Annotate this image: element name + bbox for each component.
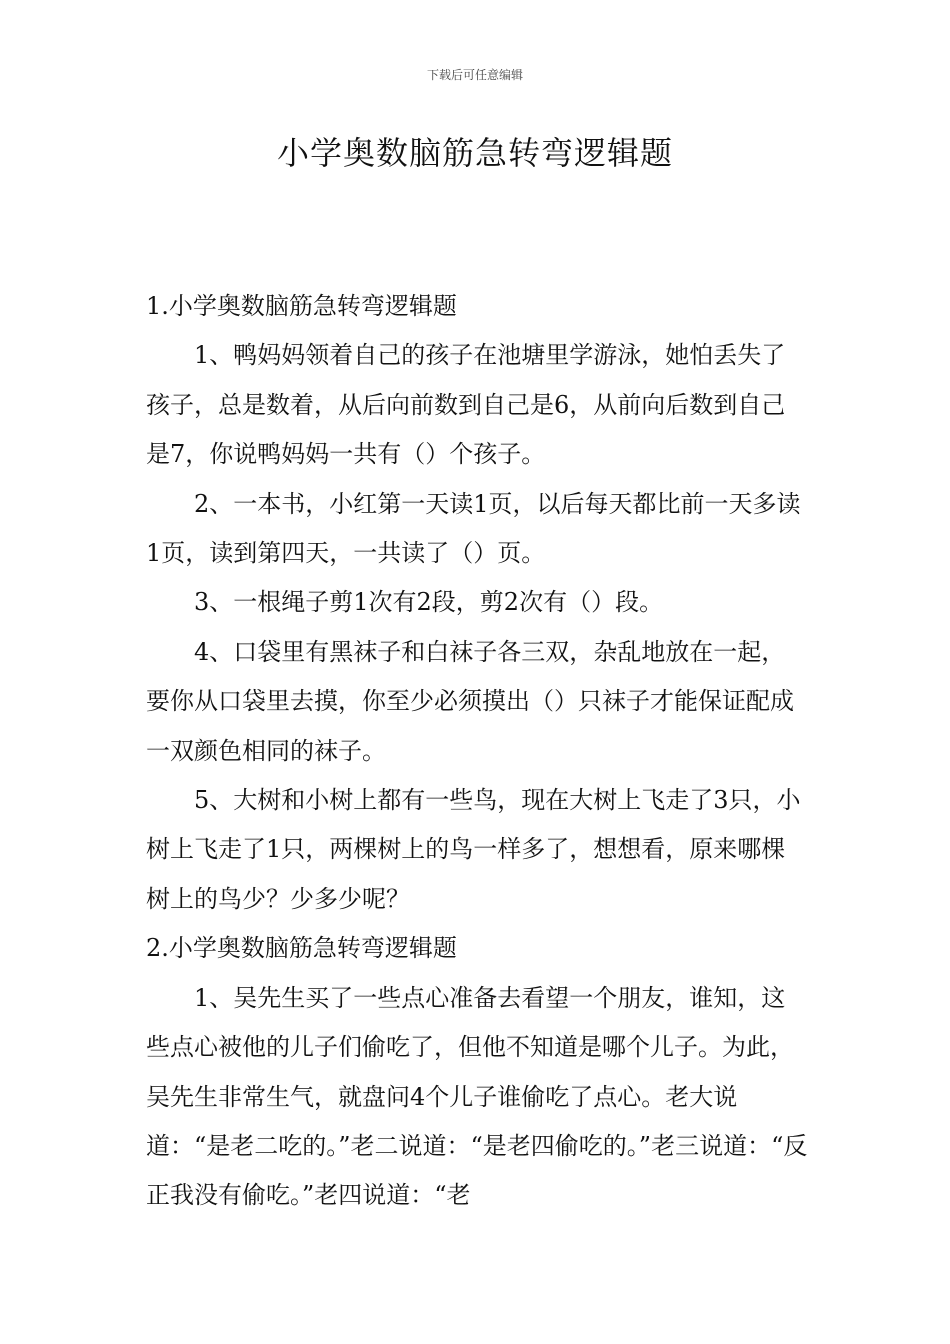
question-paragraph: 1、吴先生买了一些点心准备去看望一个朋友，谁知，这些点心被他的儿子们偷吃了，但他不知道是哪个儿子。为此，吴先生非常生气，就盘问4个儿子谁偷吃了点心。老大说道：“是老二吃的。”老二说道：“是老四偷吃的。”老三说道：“反正我没有偷吃。”老四说道：“老 (146, 983, 808, 1210)
section-heading: 1.小学奥数脑筋急转弯逻辑题 (146, 292, 457, 320)
document-body (146, 282, 808, 1221)
section-2 (146, 924, 808, 1220)
question-paragraph: 2、一本书，小红第一天读1页，以后每天都比前一天多读1页，读到第四天，一共读了（）页。 (146, 489, 801, 568)
question-paragraph: 4、口袋里有黑袜子和白袜子各三双，杂乱地放在一起，要你从口袋里去摸，你至少必须摸出（）只袜子才能保证配成一双颜色相同的袜子。 (146, 637, 794, 765)
question-paragraph: 5、大树和小树上都有一些鸟，现在大树上飞走了3只，小树上飞走了1只，两棵树上的鸟一样多了，想想看，原来哪棵树上的鸟少？少多少呢？ (146, 786, 801, 913)
question-paragraph: 1、鸭妈妈领着自己的孩子在池塘里学游泳，她怕丢失了孩子，总是数着，从后向前数到自己是6，从前向后数到自己是7，你说鸭妈妈一共有（）个孩子。 (146, 341, 786, 469)
section-1 (146, 282, 808, 924)
section-heading: 2.小学奥数脑筋急转弯逻辑题 (146, 934, 457, 963)
question-paragraph: 3、一根绳子剪1次有2段，剪2次有（）段。 (194, 588, 664, 617)
page-header-note: 下载后可任意编辑 (426, 68, 523, 82)
document-title: 小学奥数脑筋急转弯逻辑题 (276, 134, 673, 172)
